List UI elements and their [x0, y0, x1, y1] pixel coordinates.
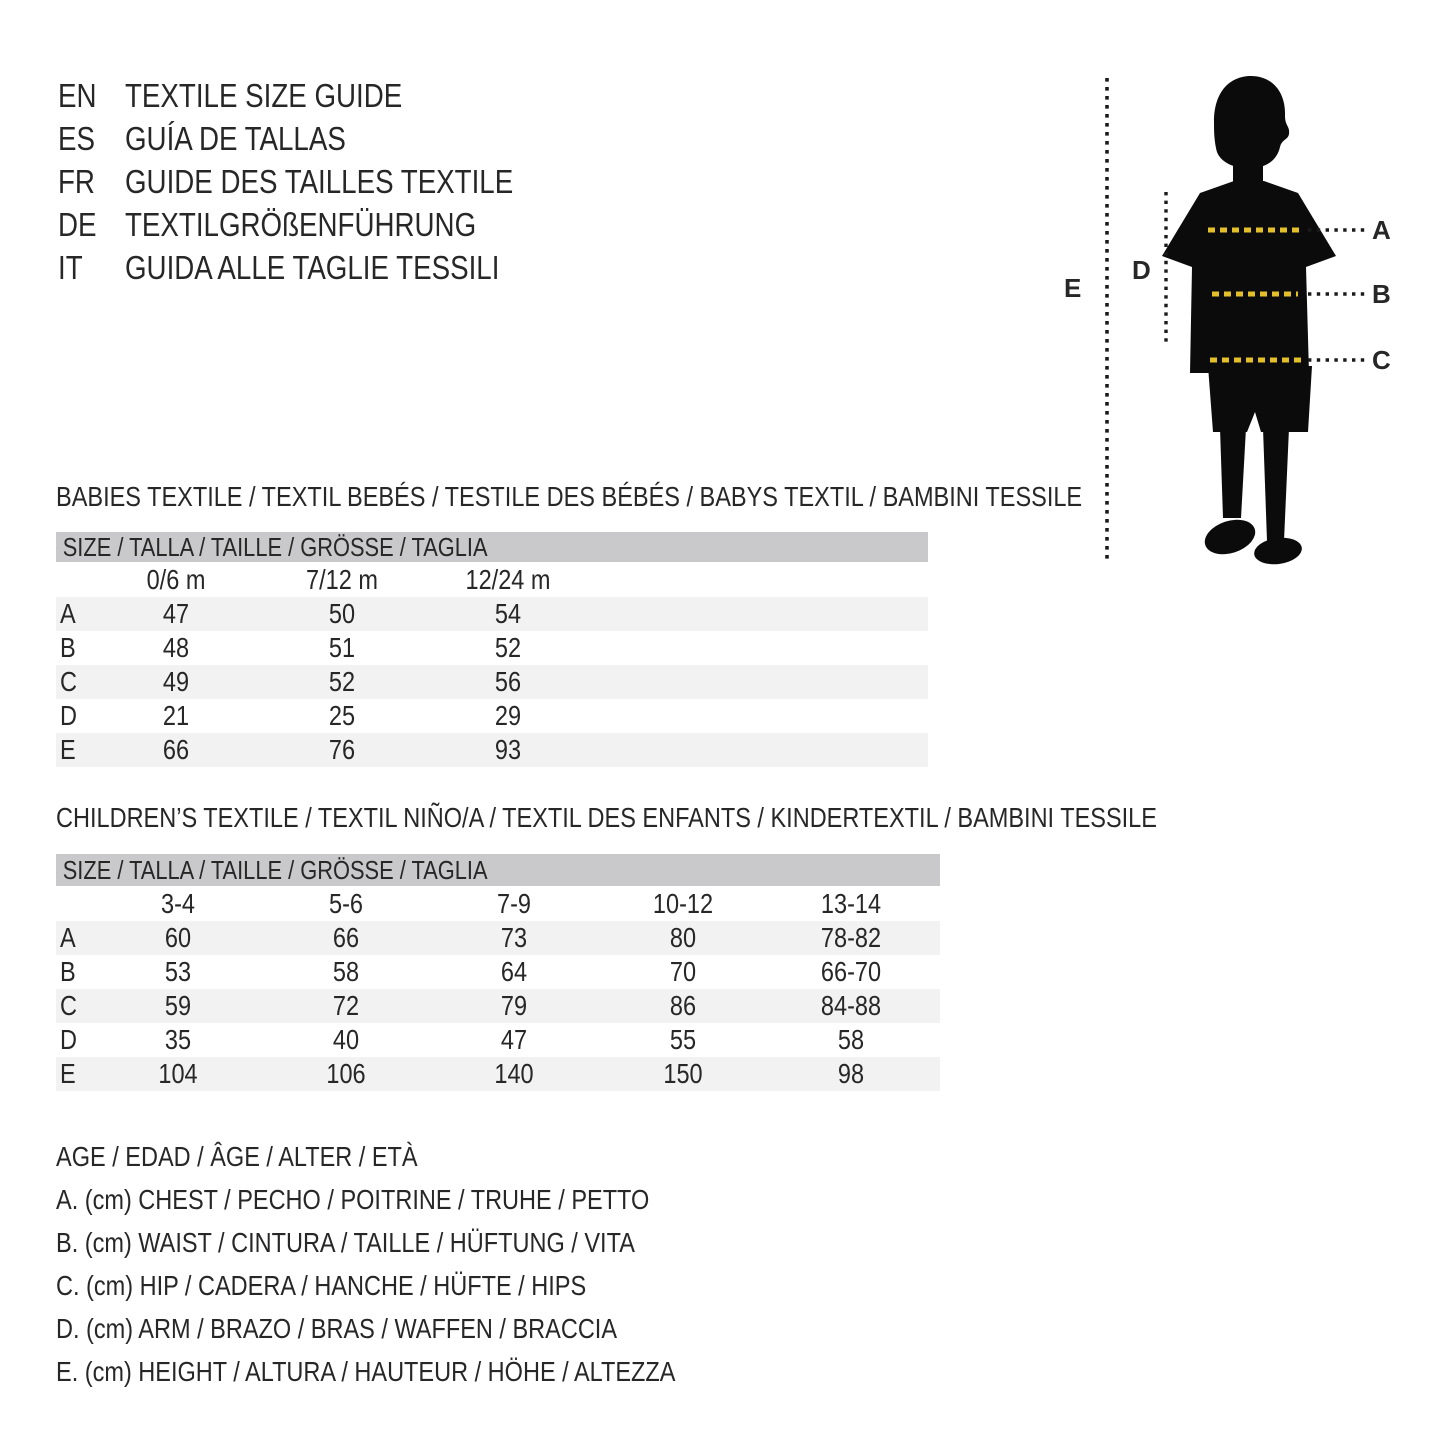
table-cell: 59: [164, 990, 192, 1021]
table-cell: 72: [332, 990, 360, 1021]
legend-text: A. (cm) CHEST / PECHO / POITRINE / TRUHE / PETTO: [56, 1184, 650, 1215]
legend-text: C. (cm) HIP / CADERA / HANCHE / HÜFTE / HIPS: [56, 1270, 587, 1301]
children-col-2: 7-9: [497, 888, 531, 919]
table-cell: 35: [164, 1024, 192, 1055]
table-cell: 66: [162, 734, 190, 765]
table-cell: 64: [500, 956, 528, 987]
legend-line-hip: [56, 1264, 793, 1307]
table-cell: 47: [500, 1024, 528, 1055]
table-cell: 76: [328, 734, 356, 765]
lang-row-en: [58, 74, 587, 117]
lang-row-it: [58, 246, 587, 289]
lang-code-fr: FR: [58, 163, 95, 200]
table-cell: 40: [332, 1024, 360, 1055]
babies-col-0: 0/6 m: [146, 564, 206, 595]
table-cell: 51: [328, 632, 356, 663]
table-cell: 150: [663, 1058, 703, 1089]
table-row: [56, 699, 928, 733]
table-cell: 106: [326, 1058, 366, 1089]
row-label: E: [60, 734, 76, 765]
lang-code-en: EN: [58, 77, 97, 114]
children-col-0: 3-4: [161, 888, 195, 919]
table-cell: 25: [328, 700, 356, 731]
table-cell: 66-70: [820, 956, 882, 987]
legend-text: B. (cm) WAIST / CINTURA / TAILLE / HÜFTUNG / VITA: [56, 1227, 635, 1258]
child-silhouette-graphic: [1050, 60, 1445, 600]
row-label: C: [60, 990, 77, 1021]
table-cell: 84-88: [820, 990, 882, 1021]
table-row: [56, 955, 940, 989]
row-label: C: [60, 666, 77, 697]
table-cell: 53: [164, 956, 192, 987]
children-heading-text: CHILDREN’S TEXTILE / TEXTIL NIÑO/A / TEXTIL DES ENFANTS / KINDERTEXTIL / BAMBINI TESSILE: [56, 802, 1157, 833]
lang-code-es: ES: [58, 120, 95, 157]
table-cell: 80: [669, 922, 697, 953]
table-cell: 56: [494, 666, 522, 697]
title-fr: GUIDE DES TAILLES TEXTILE: [125, 163, 514, 200]
figure-label-b: B: [1372, 279, 1391, 309]
table-cell: 47: [162, 598, 190, 629]
table-cell: 50: [328, 598, 356, 629]
children-column-header-row: [56, 886, 940, 921]
figure-label-c: C: [1372, 345, 1391, 375]
table-cell: 48: [162, 632, 190, 663]
children-size-header-label: SIZE / TALLA / TAILLE / GRÖSSE / TAGLIA: [62, 855, 488, 885]
figure-label-a: A: [1372, 215, 1391, 245]
babies-size-table: [56, 532, 928, 767]
lang-row-fr: [58, 160, 587, 203]
table-row: [56, 631, 928, 665]
legend-line-arm: [56, 1307, 793, 1350]
lang-code-de: DE: [58, 206, 97, 243]
children-col-4: 13-14: [820, 888, 882, 919]
table-row: [56, 1057, 940, 1091]
table-cell: 29: [494, 700, 522, 731]
table-cell: 66: [332, 922, 360, 953]
row-label: E: [60, 1058, 76, 1089]
table-cell: 54: [494, 598, 522, 629]
table-cell: 79: [500, 990, 528, 1021]
legend-text: E. (cm) HEIGHT / ALTURA / HAUTEUR / HÖHE / ALTEZZA: [56, 1356, 676, 1387]
table-cell: 52: [494, 632, 522, 663]
table-row: [56, 733, 928, 767]
table-cell: 58: [837, 1024, 865, 1055]
figure-label-e: E: [1064, 273, 1082, 303]
table-cell: 58: [332, 956, 360, 987]
language-title-block: [58, 74, 587, 289]
table-cell: 49: [162, 666, 190, 697]
table-cell: 86: [669, 990, 697, 1021]
legend-line-height: [56, 1350, 793, 1393]
children-size-header-bar: [56, 854, 940, 886]
table-row: [56, 665, 928, 699]
table-cell: 52: [328, 666, 356, 697]
table-row: [56, 921, 940, 955]
babies-col-2: 12/24 m: [465, 564, 551, 595]
row-label: B: [60, 956, 76, 987]
table-cell: 55: [669, 1024, 697, 1055]
legend-line-waist: [56, 1221, 793, 1264]
table-cell: 70: [669, 956, 697, 987]
babies-column-header-row: [56, 562, 928, 597]
children-col-1: 5-6: [329, 888, 363, 919]
table-cell: 104: [158, 1058, 198, 1089]
babies-section-heading: [56, 483, 1278, 511]
legend-line-chest: [56, 1178, 793, 1221]
row-label: A: [60, 598, 76, 629]
babies-size-header-label: SIZE / TALLA / TAILLE / GRÖSSE / TAGLIA: [62, 532, 488, 562]
measurement-figure: [1050, 60, 1445, 600]
title-it: GUIDA ALLE TAGLIE TESSILI: [125, 249, 500, 286]
title-es: GUÍA DE TALLAS: [125, 120, 346, 157]
row-label: A: [60, 922, 76, 953]
table-row: [56, 989, 940, 1023]
children-size-table: [56, 854, 940, 1091]
row-label: D: [60, 1024, 77, 1055]
table-cell: 98: [837, 1058, 865, 1089]
children-section-heading: [56, 804, 1367, 832]
row-label: D: [60, 700, 77, 731]
lang-row-es: [58, 117, 587, 160]
babies-col-1: 7/12 m: [306, 564, 378, 595]
table-cell: 140: [494, 1058, 534, 1089]
table-cell: 78-82: [820, 922, 882, 953]
babies-size-header-bar: [56, 532, 928, 562]
table-cell: 60: [164, 922, 192, 953]
table-cell: 21: [162, 700, 190, 731]
lang-row-de: [58, 203, 587, 246]
legend-text: D. (cm) ARM / BRAZO / BRAS / WAFFEN / BRACCIA: [56, 1313, 618, 1344]
measurement-legend: [56, 1135, 793, 1393]
legend-text: AGE / EDAD / ÂGE / ALTER / ETÀ: [56, 1141, 418, 1172]
table-row: [56, 1023, 940, 1057]
table-cell: 93: [494, 734, 522, 765]
title-de: TEXTILGRÖßENFÜHRUNG: [125, 206, 477, 243]
row-label: B: [60, 632, 76, 663]
children-col-3: 10-12: [652, 888, 714, 919]
babies-heading-text: BABIES TEXTILE / TEXTIL BEBÉS / TESTILE DES BÉBÉS / BABYS TEXTIL / BAMBINI TESSILE: [56, 481, 1083, 512]
title-en: TEXTILE SIZE GUIDE: [125, 77, 403, 114]
table-cell: 73: [500, 922, 528, 953]
figure-label-d: D: [1132, 255, 1151, 285]
legend-line-age: [56, 1135, 793, 1178]
lang-code-it: IT: [58, 249, 83, 286]
table-row: [56, 597, 928, 631]
